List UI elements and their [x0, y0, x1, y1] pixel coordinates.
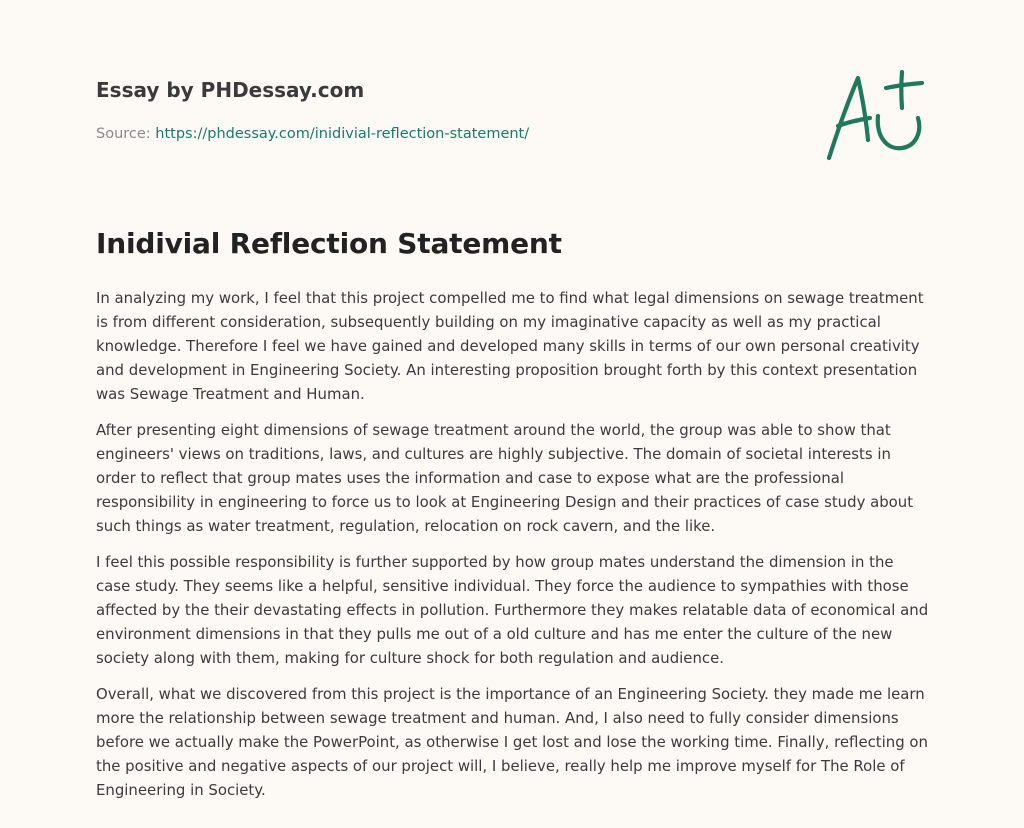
essay-paragraph: In analyzing my work, I feel that this project compelled me to find what legal dimensions on sewage treatment is from different consideration, subsequently building on my imaginative capacity as well as my practical knowledge. Therefore I feel we have gained and developed many skills in terms of our own personal creativity and development in Engineering Society. An interesting proposition brought forth by this context presentation was Sewage Treatment and Human. — [96, 289, 924, 403]
essay-paragraph: I feel this possible responsibility is further supported by how group mates understand the dimension in the case study. They seems like a helpful, sensitive individual. They force the audience to sympathies with those affected by the their devastating effects in pollution. Furthermore they makes relatable data of economical and environment dimensions in that they pulls me out of a old culture and has me enter the culture of the new society along with them, making for culture shock for both regulation and audience. — [96, 553, 929, 667]
source-line — [96, 124, 796, 144]
source-link[interactable]: https://phdessay.com/inidivial-reflection-statement/ — [155, 126, 530, 142]
a-plus-logo-svg — [822, 66, 930, 166]
essay-title: Inidivial Reflection Statement — [96, 227, 562, 260]
site-title: Essay by PHDessay.com — [96, 78, 365, 102]
source-label: Source: — [96, 126, 156, 142]
essay-paragraph: After presenting eight dimensions of sewage treatment around the world, the group was able to show that engineers' views on traditions, laws, and cultures are highly subjective. The domain of societal interests in order to reflect that group mates uses the information and case to expose what are the professional responsibility in engineering to force us to look at Engineering Design and their practices of case study about such things as water treatment, regulation, relocation on rock cavern, and the like. — [96, 421, 914, 535]
page-header — [96, 76, 796, 144]
essay-body — [96, 286, 932, 814]
a-plus-logo-icon — [822, 66, 930, 166]
essay-paragraph: Overall, what we discovered from this project is the importance of an Engineering Society. they made me learn more the relationship between sewage treatment and human. And, I also need to fully consider dimensions before we actually make the PowerPoint, as otherwise I get lost and lose the working time. Finally, reflecting on the positive and negative aspects of our project will, I believe, really help me improve myself for The Role of Engineering in Society. — [96, 685, 928, 799]
